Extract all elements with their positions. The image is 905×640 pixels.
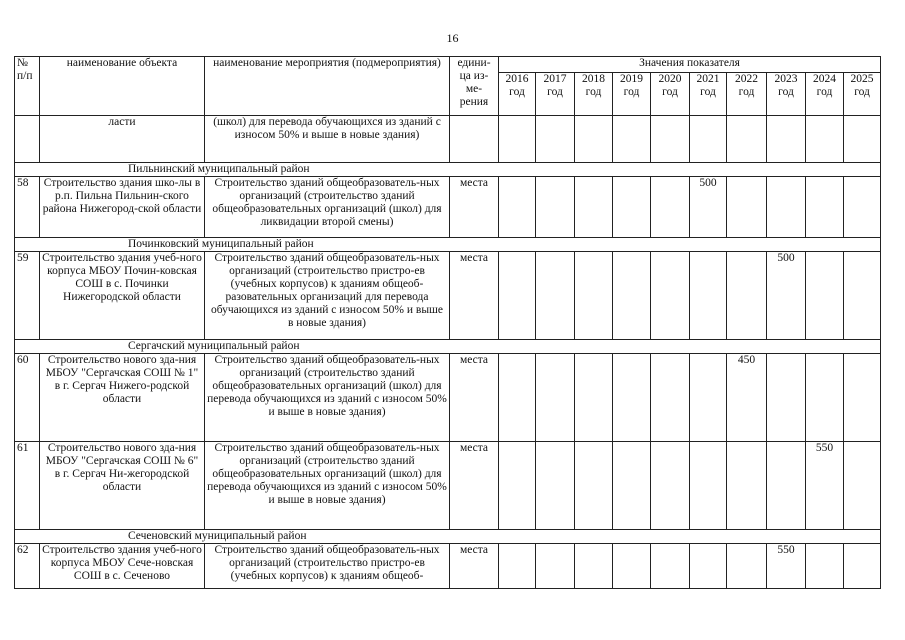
indicator-value [499,442,536,530]
table-row [15,544,881,589]
indicator-value [844,252,881,340]
section-title: Сергачский муниципальный район [15,340,881,354]
indicators-table [14,56,881,589]
indicator-value [651,252,690,340]
unit-of-measure: места [450,177,499,238]
header-year: 2022 год [727,73,767,116]
indicator-value [499,116,536,163]
indicator-value [806,354,844,442]
indicator-value [690,442,727,530]
indicator-value [536,116,575,163]
event-name: Строительство зданий общеобразователь-ных организаций (строительство зданий общеобразовательных организаций (школ) для перевода обучающихся из зданий с износом 50% и выше в новые здания) [205,354,450,442]
unit-of-measure: места [450,442,499,530]
event-name: Строительство зданий общеобразователь-ных организаций (строительство зданий общеобразовательных организаций (школ) для ликвидации второй смены) [205,177,450,238]
section-title: Починковский муниципальный район [15,238,881,252]
indicator-value: 500 [767,252,806,340]
indicator-value: 550 [767,544,806,589]
indicator-value [727,252,767,340]
unit-of-measure: места [450,252,499,340]
indicator-value [536,177,575,238]
section-row [15,530,881,544]
header-year: 2025 год [844,73,881,116]
indicator-value [651,544,690,589]
object-name: Строительство здания шко-лы в р.п. Пильна Пильнин-ского района Нижегород-ской области [40,177,205,238]
object-name: ласти [40,116,205,163]
indicator-value [690,354,727,442]
event-name: Строительство зданий общеобразователь-ных организаций (строительство пристро-ев (учебных корпусов) к зданиям общеоб-разовательных организаций для перевода обучающихся из зданий с износом 50% и выше в новые здания) [205,252,450,340]
indicator-value [499,544,536,589]
indicator-value [727,544,767,589]
table-row [15,252,881,340]
indicator-value [575,354,613,442]
table-row [15,442,881,530]
indicator-value [536,442,575,530]
object-name: Строительство здания учеб-ного корпуса МБОУ Сече-новская СОШ в с. Сеченово [40,544,205,589]
header-year: 2020 год [651,73,690,116]
unit-of-measure [450,116,499,163]
indicator-value [727,177,767,238]
object-name: Строительство здания учеб-ного корпуса МБОУ Почин-ковская СОШ в с. Починки Нижегородской области [40,252,205,340]
section-row [15,340,881,354]
object-name: Строительство нового зда-ния МБОУ "Сергачская СОШ № 6" в г. Сергач Ни-жегородской области [40,442,205,530]
indicator-value [727,442,767,530]
indicator-value [651,354,690,442]
indicator-value [767,442,806,530]
indicator-value [651,116,690,163]
indicator-value [690,544,727,589]
header-year: 2018 год [575,73,613,116]
section-row [15,238,881,252]
header-event: наименование мероприятия (подмероприятия) [205,57,450,116]
header-unit: едини-ца из-ме-рения [450,57,499,116]
indicator-value [844,177,881,238]
event-name: Строительство зданий общеобразователь-ных организаций (строительство зданий общеобразовательных организаций (школ) для перевода обучающихся из зданий с износом 50% и выше в новые здания) [205,442,450,530]
indicator-value [575,116,613,163]
indicator-value [651,177,690,238]
row-number: 60 [15,354,40,442]
indicator-value [613,177,651,238]
section-title: Пильнинский муниципальный район [15,163,881,177]
page-number: 16 [446,31,459,45]
indicator-value [613,354,651,442]
header-values-group: Значения показателя [499,57,881,73]
indicator-value [536,354,575,442]
indicator-value [727,116,767,163]
indicator-value [499,252,536,340]
header-year: 2023 год [767,73,806,116]
indicator-value [844,544,881,589]
section-row [15,163,881,177]
table-row [15,354,881,442]
indicator-value: 500 [690,177,727,238]
indicator-value [536,544,575,589]
header-year: 2016 год [499,73,536,116]
header-year: 2021 год [690,73,727,116]
indicator-value [613,252,651,340]
table-row [15,177,881,238]
indicator-value [767,354,806,442]
unit-of-measure: места [450,544,499,589]
indicator-value [613,544,651,589]
row-number: 58 [15,177,40,238]
event-name: Строительство зданий общеобразователь-ных организаций (строительство пристро-ев (учебных корпусов) к зданиям общеоб- [205,544,450,589]
unit-of-measure: места [450,354,499,442]
indicator-value [844,442,881,530]
header-num: № п/п [15,57,40,116]
indicator-value [651,442,690,530]
header-object: наименование объекта [40,57,205,116]
header-year: 2017 год [536,73,575,116]
row-number [15,116,40,163]
row-number: 59 [15,252,40,340]
indicator-value [767,177,806,238]
section-title: Сеченовский муниципальный район [15,530,881,544]
row-number: 61 [15,442,40,530]
indicator-value [844,116,881,163]
indicator-value [575,442,613,530]
indicator-value: 450 [727,354,767,442]
indicator-value [613,116,651,163]
indicator-value [806,116,844,163]
indicator-value [806,544,844,589]
indicator-value [844,354,881,442]
indicator-value [806,177,844,238]
header-year: 2019 год [613,73,651,116]
header-year: 2024 год [806,73,844,116]
indicator-value: 550 [806,442,844,530]
indicator-value [806,252,844,340]
indicator-value [499,354,536,442]
indicator-value [575,544,613,589]
indicator-value [613,442,651,530]
indicator-value [575,177,613,238]
indicator-value [575,252,613,340]
indicator-value [536,252,575,340]
object-name: Строительство нового зда-ния МБОУ "Сергачская СОШ № 1" в г. Сергач Нижего-родской области [40,354,205,442]
indicator-value [690,252,727,340]
table-row [15,116,881,163]
row-number: 62 [15,544,40,589]
indicator-value [499,177,536,238]
indicator-value [690,116,727,163]
indicator-value [767,116,806,163]
event-name: (школ) для перевода обучающихся из зданий с износом 50% и выше в новые здания) [205,116,450,163]
